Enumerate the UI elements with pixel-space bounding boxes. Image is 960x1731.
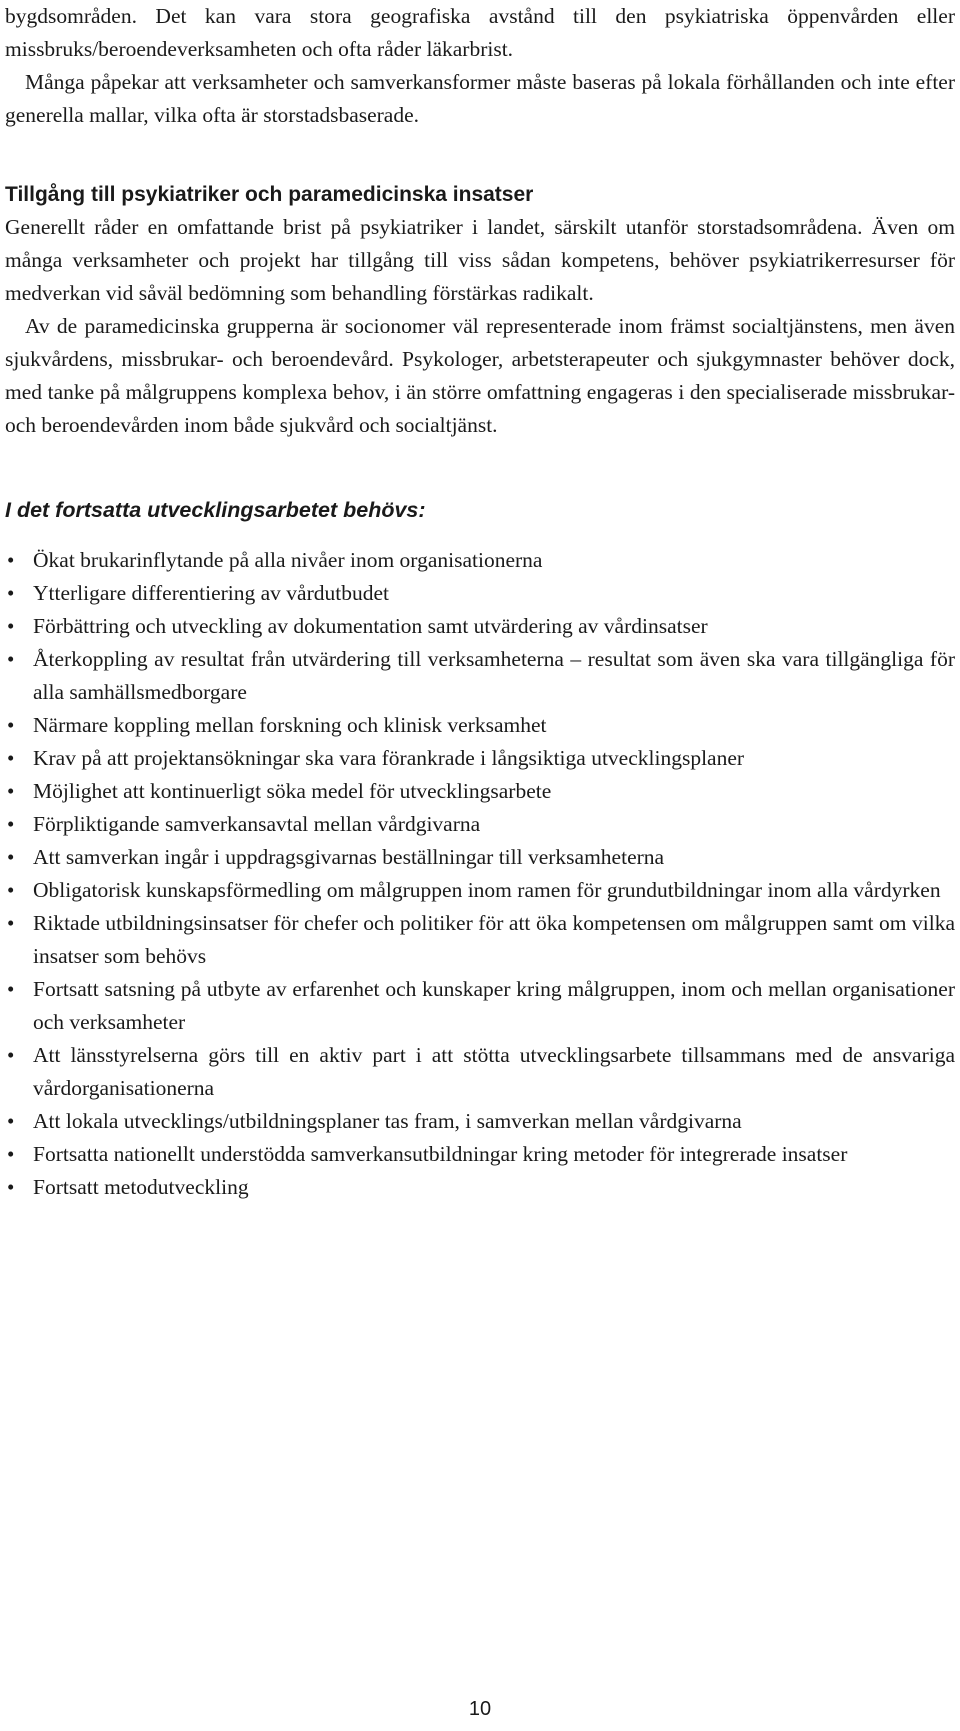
section-paragraph: Av de paramedicinska grupperna är socionomer väl representerade inom främst socialtjänstens, men även sjukvårdens, missbrukar- och beroendevård. Psykologer, arbetsterapeuter och sjukgymnaster behöver dock, med tanke på målgruppens komplexa behov, i än större omfattning engageras i den specialiserade missbrukar- och beroendevården inom både sjukvård och socialtjänst. bbox=[5, 314, 955, 437]
list-item bbox=[5, 1039, 955, 1105]
bullet-icon: • bbox=[7, 977, 15, 1001]
list-item-text: Ytterligare differentiering av vårdutbudet bbox=[33, 581, 389, 605]
list-item bbox=[5, 874, 955, 907]
list-item bbox=[5, 709, 955, 742]
list-item bbox=[5, 808, 955, 841]
bullet-icon: • bbox=[7, 812, 15, 836]
list-item bbox=[5, 610, 955, 643]
bullet-icon: • bbox=[7, 1175, 15, 1199]
list-item-text: Fortsatt satsning på utbyte av erfarenhet och kunskaper kring målgruppen, inom och mellan organisationer och verksamheter bbox=[33, 977, 955, 1034]
list-item-text: Förbättring och utveckling av dokumentation samt utvärdering av vårdinsatser bbox=[33, 614, 708, 638]
list-item bbox=[5, 742, 955, 775]
list-item-text: Fortsatta nationellt understödda samverkansutbildningar kring metoder för integrerade insatser bbox=[33, 1142, 848, 1166]
bullet-icon: • bbox=[7, 779, 15, 803]
bullet-icon: • bbox=[7, 548, 15, 572]
page-number: 10 bbox=[468, 1698, 492, 1720]
section-paragraph: Generellt råder en omfattande brist på psykiatriker i landet, särskilt utanför storstadsområdena. Även om många verksamheter och projekt har tillgång till viss sådan kompetens, behöver psykiatrikerresurser för medverkan vid såväl bedömning som behandling förstärkas radikalt. bbox=[5, 215, 955, 305]
list-item-text: Ökat brukarinflytande på alla nivåer inom organisationerna bbox=[33, 548, 543, 572]
list-item-text: Närmare koppling mellan forskning och klinisk verksamhet bbox=[33, 713, 547, 737]
list-item-text: Att lokala utvecklings/utbildningsplaner tas fram, i samverkan mellan vårdgivarna bbox=[33, 1109, 742, 1133]
bullet-icon: • bbox=[7, 746, 15, 770]
list-item bbox=[5, 544, 955, 577]
list-item-text: Möjlighet att kontinuerligt söka medel för utvecklingsarbete bbox=[33, 779, 552, 803]
list-item-text: Återkoppling av resultat från utvärdering till verksamheterna – resultat som även ska vara tillgängliga för alla samhällsmedborgare bbox=[33, 647, 955, 704]
list-item-text: Förpliktigande samverkansavtal mellan vårdgivarna bbox=[33, 812, 481, 836]
bullet-icon: • bbox=[7, 647, 15, 671]
list-item bbox=[5, 907, 955, 973]
list-item bbox=[5, 577, 955, 610]
list-item-text: Fortsatt metodutveckling bbox=[33, 1175, 249, 1199]
list-item bbox=[5, 1171, 955, 1204]
bullet-icon: • bbox=[7, 614, 15, 638]
document-page bbox=[5, 0, 955, 1204]
list-item-text: Krav på att projektansökningar ska vara förankrade i långsiktiga utvecklingsplaner bbox=[33, 746, 745, 770]
list-item bbox=[5, 841, 955, 874]
section-heading: Tillgång till psykiatriker och paramedicinska insatser bbox=[5, 183, 534, 206]
list-item-text: Obligatorisk kunskapsförmedling om målgruppen inom ramen för grundutbildningar inom alla vårdyrken bbox=[33, 878, 941, 902]
bullet-icon: • bbox=[7, 1043, 15, 1067]
bullet-icon: • bbox=[7, 878, 15, 902]
intro-paragraph: bygdsområden. Det kan vara stora geografiska avstånd till den psykiatriska öppenvården eller missbruks/beroendeverksamheten och ofta råder läkarbrist. bbox=[5, 4, 955, 61]
intro-paragraph: Många påpekar att verksamheter och samverkansformer måste baseras på lokala förhållanden och inte efter generella mallar, vilka ofta är storstadsbaserade. bbox=[5, 70, 955, 127]
needs-list bbox=[5, 544, 955, 1204]
bullet-icon: • bbox=[7, 1142, 15, 1166]
list-item-text: Att samverkan ingår i uppdragsgivarnas beställningar till verksamheterna bbox=[33, 845, 665, 869]
list-item bbox=[5, 775, 955, 808]
list-item bbox=[5, 1138, 955, 1171]
list-item-text: Att länsstyrelserna görs till en aktiv part i att stötta utvecklingsarbete tillsammans med de ansvariga vårdorganisationerna bbox=[33, 1043, 955, 1100]
needs-heading: I det fortsatta utvecklingsarbetet behövs: bbox=[5, 498, 426, 522]
bullet-icon: • bbox=[7, 581, 15, 605]
list-item bbox=[5, 643, 955, 709]
list-item bbox=[5, 973, 955, 1039]
bullet-icon: • bbox=[7, 911, 15, 935]
list-item-text: Riktade utbildningsinsatser för chefer och politiker för att öka kompetensen om målgruppen samt om vilka insatser som behövs bbox=[33, 911, 955, 968]
bullet-icon: • bbox=[7, 1109, 15, 1133]
list-item bbox=[5, 1105, 955, 1138]
bullet-icon: • bbox=[7, 713, 15, 737]
bullet-icon: • bbox=[7, 845, 15, 869]
